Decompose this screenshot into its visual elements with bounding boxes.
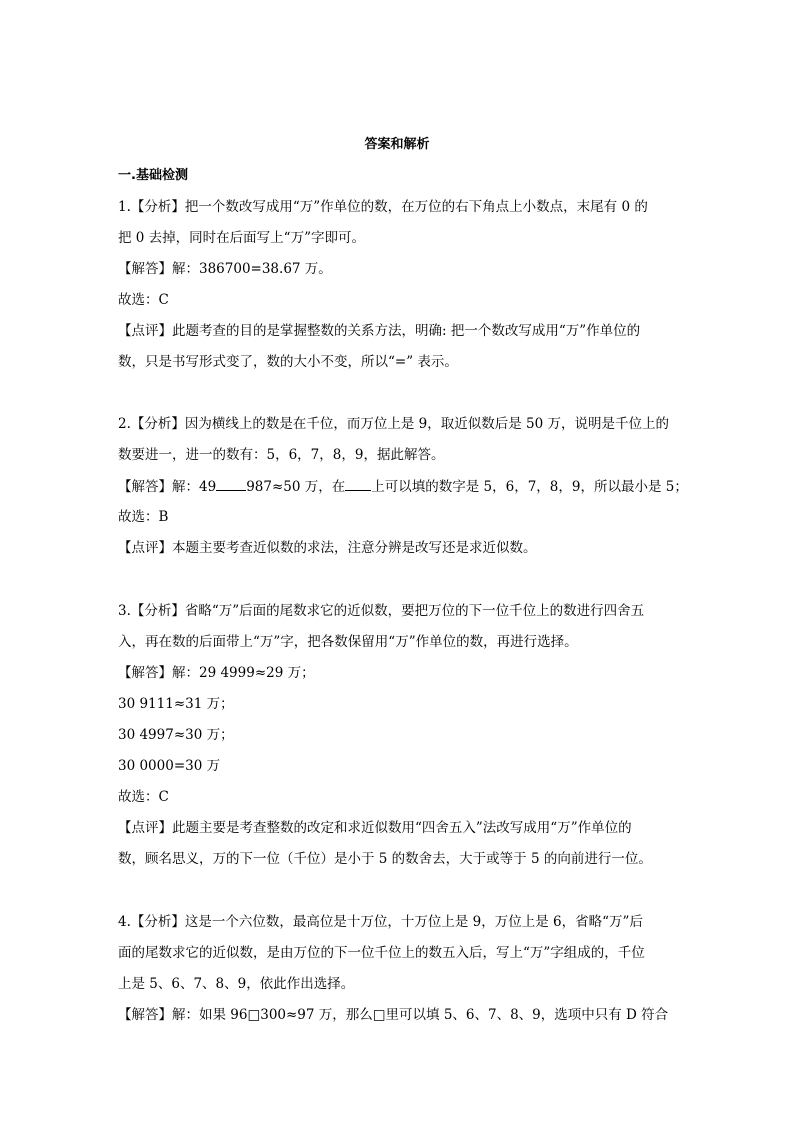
q2-choice: 故选：B [118, 509, 169, 525]
blank-underline [345, 477, 371, 491]
q3-answer-line3: 30 4997≈30 万； [118, 727, 234, 743]
blank-underline [216, 477, 246, 491]
page-title: 答案和解析 [364, 137, 430, 152]
q2-answer-part1: 【解答】解：49 [118, 479, 217, 495]
section-heading: 一.基础检测 [118, 168, 188, 183]
q1-comment-line1: 【点评】此题考查的目的是掌握整数的关系方法，明确: 把一个数改写成用“万”作单位的 [118, 323, 641, 339]
q3-answer-line2: 30 9111≈31 万； [118, 696, 234, 712]
q2-answer [118, 477, 688, 496]
q4-analysis-line2: 面的尾数求它的近似数，是由万位的下一位千位上的数五入后，写上“万”字组成的，千位 [118, 945, 645, 961]
q1-choice: 故选：C [118, 292, 169, 308]
q3-analysis-line2: 入，再在数的后面带上“万”字，把各数保留用“万”作单位的数，再进行选择。 [118, 634, 578, 650]
q3-comment-line2: 数，顾名思义，万的下一位（千位）是小于 5 的数舍去，大于或等于 5 的向前进行一位。 [118, 851, 652, 867]
q3-answer-line4: 30 0000=30 万 [118, 758, 221, 774]
q3-answer-line1: 【解答】解：29 4999≈29 万； [118, 665, 315, 681]
q2-analysis-line1: 2.【分析】因为横线上的数是在千位，而万位上是 9，取近似数后是 50 万，说明是千位上的 [118, 416, 670, 432]
q1-answer: 【解答】解：386700=38.67 万。 [118, 261, 332, 277]
q4-analysis-line3: 上是 5、6、7、8、9，依此作出选择。 [118, 976, 355, 992]
q3-analysis-line1: 3.【分析】省略“万”后面的尾数求它的近似数，要把万位的下一位千位上的数进行四舍五 [118, 603, 645, 619]
q2-comment: 【点评】本题主要考查近似数的求法，注意分辨是改写还是求近似数。 [118, 540, 537, 556]
q2-analysis-line2: 数要进一，进一的数有：5，6，7，8，9，据此解答。 [118, 447, 445, 463]
q3-choice: 故选：C [118, 789, 169, 805]
q3-comment-line1: 【点评】此题主要是考查整数的改定和求近似数用“四舍五入”法改写成用“万”作单位的 [118, 820, 632, 836]
q4-answer: 【解答】解：如果 96□300≈97 万，那么□里可以填 5、6、7、8、9，选项中只有 D 符合 [118, 1007, 669, 1023]
q2-answer-part3: 上可以填的数字是 5，6，7，8，9，所以最小是 5； [371, 479, 688, 495]
q4-analysis-line1: 4.【分析】这是一个六位数，最高位是十万位，十万位上是 9，万位上是 6，省略“万”后 [118, 914, 643, 930]
q1-comment-line2: 数，只是书写形式变了，数的大小不变，所以“=” 表示。 [118, 354, 458, 370]
q2-answer-part2: 987≈50 万，在 [246, 479, 346, 495]
q1-analysis-line2: 把 0 去掉，同时在后面写上“万”字即可。 [118, 230, 365, 246]
q1-analysis-line1: 1.【分析】把一个数改写成用“万”作单位的数，在万位的右下角点上小数点，末尾有 0 的 [118, 199, 648, 215]
